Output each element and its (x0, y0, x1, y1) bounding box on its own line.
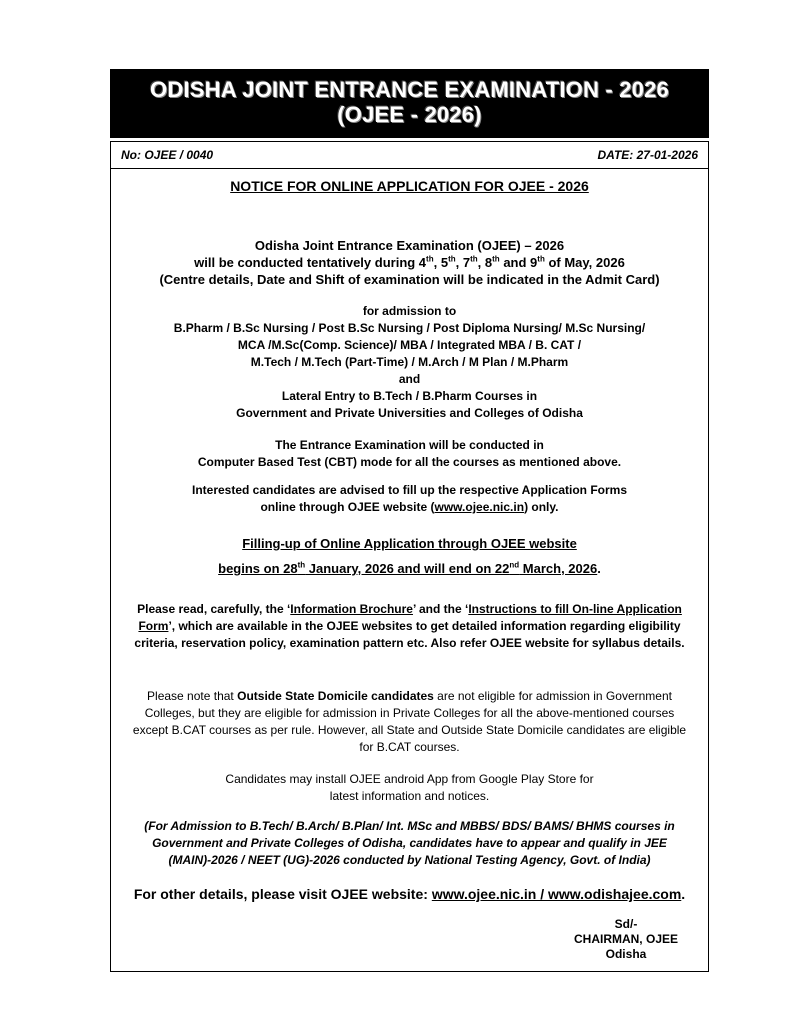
exam-mode-block (111, 437, 708, 471)
intro-dates-text: will be conducted tentatively during 4 (194, 255, 427, 270)
read-text: ’ and the ‘ (412, 602, 469, 616)
apply-text: ) only. (524, 500, 559, 514)
read-instructions-block (129, 601, 690, 652)
jee-neet-note: (For Admission to B.Tech/ B.Arch/ B.Plan/ Int. MSc and MBBS/ BDS/ BAMS/ BHMS courses in Government and Private Colleges of Odisha, candidates have to appear and qualify in JEE (MAIN)-2026 / NEET (UG)-2026 conducted by National Testing Agency, Govt. of India) (144, 819, 675, 867)
sup-th: th (426, 254, 434, 264)
websites-link[interactable]: www.ojee.nic.in / www.odishajee.com (431, 886, 682, 902)
other-text: . (681, 886, 686, 902)
meta-divider (111, 168, 708, 169)
app-line1: Candidates may install OJEE android App from Google Play Store for (225, 772, 594, 786)
domicile-bold: Outside State Domicile candidates (237, 689, 434, 703)
notice-box (110, 141, 709, 972)
sup-th: th (537, 254, 545, 264)
courses-line5: Government and Private Universities and Colleges of Odisha (236, 406, 583, 420)
exam-header-banner (110, 69, 709, 138)
intro-dates-text: and 9 (499, 255, 538, 270)
notice-number: No: OJEE / 0040 (121, 148, 214, 162)
android-app-note (111, 771, 708, 805)
other-text: For other details, please visit OJEE website: (133, 886, 432, 902)
signature-block (574, 917, 678, 962)
intro-line1: Odisha Joint Entrance Examination (OJEE) – 2026 (254, 238, 565, 253)
instructions-link[interactable]: Instructions to fill On-line Application Form (138, 602, 682, 633)
filling-period: . (597, 561, 601, 576)
filling-text: begins on 28 (218, 561, 298, 576)
intro-dates-text: , 5 (433, 255, 449, 270)
intro-line2 (111, 254, 708, 271)
courses-line4: Lateral Entry to B.Tech / B.Pharm Courses in (281, 389, 538, 403)
sup-nd: nd (509, 560, 520, 570)
filling-dates-text (218, 561, 597, 576)
read-text: Please read, carefully, the ‘ (137, 602, 291, 616)
intro-dates-text: of May, 2026 (544, 255, 625, 270)
ojee-website-link[interactable]: www.ojee.nic.in (434, 500, 525, 514)
information-brochure-link[interactable]: Information Brochure (290, 602, 413, 616)
filling-text: January, 2026 and will end on 22 (305, 561, 510, 576)
courses-and: and (398, 372, 421, 386)
mode-line2: Computer Based Test (CBT) mode for all the courses as mentioned above. (197, 455, 622, 469)
domicile-text: are not eligible for admission in Government Colleges, but they are eligible for admission in Private Colleges for all the above-mentioned courses except B.CAT courses as per rule. However, all State and Outside State Domicile candidates are eligible for B.CAT courses. (132, 689, 687, 754)
apply-block (111, 482, 708, 516)
domicile-text: Please note that (147, 689, 238, 703)
mode-line1: The Entrance Examination will be conducted in (275, 438, 544, 452)
header-title-line2: (OJEE - 2026) (337, 102, 482, 127)
notice-date: DATE: 27-01-2026 (597, 148, 698, 162)
domicile-note (127, 688, 692, 756)
other-details-line (111, 886, 708, 903)
apply-line1: Interested candidates are advised to fill up the respective Application Forms (191, 483, 627, 497)
sup-th: th (492, 254, 500, 264)
filling-text: March, 2026 (519, 561, 598, 576)
filling-dates (111, 560, 708, 577)
intro-block (111, 237, 708, 288)
sup-th: th (297, 560, 306, 570)
sup-th: th (448, 254, 456, 264)
notice-title: NOTICE FOR ONLINE APPLICATION FOR OJEE - 2026 (230, 178, 589, 194)
signature-place: Odisha (605, 947, 647, 961)
sup-th: th (470, 254, 478, 264)
intro-line3: (Centre details, Date and Shift of examination will be indicated in the Admit Card) (159, 272, 660, 287)
read-text: ’, which are available in the OJEE websites to get detailed information regarding eligibility criteria, reservation policy, examination pattern etc. Also refer OJEE website for syllabus details. (134, 619, 685, 650)
signature-sd: Sd/- (614, 917, 638, 931)
courses-line1: B.Pharm / B.Sc Nursing / Post B.Sc Nursing / Post Diploma Nursing/ M.Sc Nursing/ (173, 321, 646, 335)
courses-lead: for admission to (362, 304, 457, 318)
intro-dates-text: , 7 (455, 255, 471, 270)
header-title-line1: ODISHA JOINT ENTRANCE EXAMINATION - 2026 (150, 77, 669, 102)
filling-heading: Filling-up of Online Application through OJEE website (242, 536, 577, 551)
courses-line2: MCA /M.Sc(Comp. Science)/ MBA / Integrated MBA / B. CAT / (237, 338, 582, 352)
courses-block (111, 303, 708, 422)
app-line2: latest information and notices. (329, 789, 490, 803)
signature-designation: CHAIRMAN, OJEE (573, 932, 678, 946)
apply-text: online through OJEE website ( (260, 500, 435, 514)
filling-block (111, 535, 708, 577)
courses-line3: M.Tech / M.Tech (Part-Time) / M.Arch / M Plan / M.Pharm (250, 355, 569, 369)
apply-line2 (111, 499, 708, 516)
intro-dates-text: , 8 (477, 255, 493, 270)
